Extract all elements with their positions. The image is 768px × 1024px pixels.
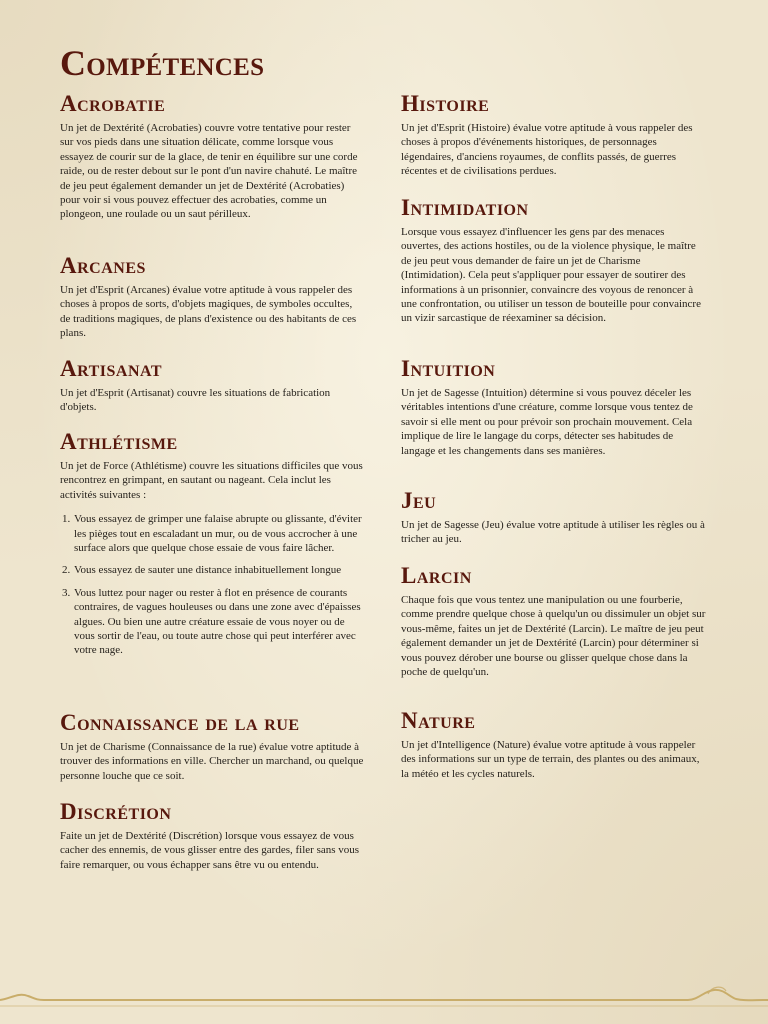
section-heading: Nature	[401, 708, 476, 733]
section-heading: Larcin	[401, 563, 472, 588]
list-item	[60, 512, 365, 555]
section-heading: Connaissance de la rue	[60, 710, 300, 735]
list-item-text: Vous essayez de grimper une falaise abrupte ou glissante, d'éviter les pièges tout en escaladant un mur, ou de vous accrocher à une surface alors que quelque chose essaie de vous faire lâcher.	[74, 513, 362, 555]
section-heading: Artisanat	[60, 356, 163, 381]
section-text: Faite un jet de Dextérité (Discrétion) lorsque vous essayez de vous cacher des ennemis, de vous glisser entre des gardes, filer sans vous faire remarquer, ou vous échapper sans être vu ou entendu.	[60, 830, 360, 871]
section-heading: Acrobatie	[60, 91, 166, 116]
list-item-number: 1.	[62, 513, 71, 526]
section-text: Chaque fois que vous tentez une manipulation ou une fourberie, comme prendre quelque chose à quelqu'un ou dissimuler un objet sur vous-même, faites un jet de Dextérité (Larcin). Le maître de jeu peut également demander un jet de Dextérité (Larcin) pour déterminer si vous pouvez dérober une bourse ou glisser quelque chose dans la poche de quelqu'un.	[401, 594, 706, 679]
section-larcin	[401, 564, 706, 679]
section-heading: Athlétisme	[60, 429, 178, 454]
section-heading: Intuition	[401, 356, 496, 381]
section-discretion	[60, 800, 365, 872]
section-text: Un jet de Sagesse (Jeu) évalue votre aptitude à utiliser les règles ou à tricher au jeu.	[401, 519, 705, 546]
list-item-number: 2.	[62, 564, 71, 577]
list-item-text: Vous essayez de sauter une distance inhabituellement longue	[74, 564, 342, 577]
section-text: Un jet d'Intelligence (Nature) évalue votre aptitude à vous rappeler des informations sur un type de terrain, des plantes ou des animaux, la météo et les cycles naturels.	[401, 739, 700, 780]
section-heading: Histoire	[401, 91, 490, 116]
list-item	[60, 586, 365, 658]
section-jeu	[401, 489, 706, 547]
section-heading: Arcanes	[60, 253, 146, 278]
section-artisanat	[60, 357, 365, 415]
section-heading: Intimidation	[401, 195, 529, 220]
section-text: Lorsque vous essayez d'influencer les gens par des menaces ouvertes, des actions hostiles, ou de la violence physique, le maître de jeu peut vous demander de faire un jet de Charisme (Intimidation). Cela peut s'appliquer pour essayer de soutirer des informations à un prisonnier, convaincre des voyous de renoncer à une confrontation, ou utiliser un tesson de bouteille pour convaincre un vizir sarcastique de réexaminer sa décision.	[401, 226, 701, 325]
section-text: Un jet d'Esprit (Histoire) évalue votre aptitude à vous rappeler des choses à propos d'événements historiques, de personnages légendaires, d'anciens royaumes, de conflits passés, de guerres récentes et de civilisations perdues.	[401, 122, 693, 178]
section-text: Un jet d'Esprit (Artisanat) couvre les situations de fabrication d'objets.	[60, 387, 331, 414]
section-text: Un jet de Charisme (Connaissance de la rue) évalue votre aptitude à trouver des informations en ville. Chercher un marchand, ou quelque personne louche que ce soit.	[60, 741, 364, 782]
section-text: Un jet de Force (Athlétisme) couvre les situations difficiles que vous rencontrez en grimpant, en sautant ou nageant. Cela inclut les activités suivantes :	[60, 460, 363, 501]
section-text: Un jet de Sagesse (Intuition) détermine si vous pouvez déceler les véritables intentions d'une créature, comme lorsque vous tentez de savoir si elle ment ou pour prévoir son prochain mouvement. Cela implique de lire le langage du corps, détecter ses habitudes de langage et les changements dans ses manières.	[401, 387, 693, 457]
section-histoire	[401, 92, 706, 179]
section-intuition	[401, 357, 706, 458]
list-item-text: Vous luttez pour nager ou rester à flot en présence de courants contraires, de vagues houleuses ou dans une zone avec d'épaisses algues. Ou bien une autre créature essaie de vous noyer ou de vous sortir de l'eau, ou toute autre chose qui peut interférer avec votre nage.	[74, 586, 361, 657]
list-item	[60, 563, 365, 577]
section-athletisme	[60, 430, 365, 658]
footer-ornament	[0, 984, 768, 1024]
section-acrobatie	[60, 92, 365, 222]
section-heading: Discrétion	[60, 799, 172, 824]
section-arcanes	[60, 254, 365, 341]
section-heading: Jeu	[401, 488, 437, 513]
section-intimidation	[401, 196, 706, 326]
footer-ornament-line	[0, 990, 768, 1000]
section-text: Un jet de Dextérité (Acrobaties) couvre votre tentative pour rester sur vos pieds dans une situation délicate, comme lorsque vous essayez de courir sur de la glace, de tenir en équilibre sur une corde raide, ou de rester debout sur le pont d'un navire chahuté. Le maître de jeu peut également demander un jet de Dextérité (Acrobaties) pour voir si vous pouvez effectuer des acrobaties, comme un plongeon, une roulade ou un saut périlleux.	[60, 122, 358, 221]
numbered-list	[60, 512, 365, 658]
section-text: Un jet d'Esprit (Arcanes) évalue votre aptitude à vous rappeler des choses à propos de sorts, d'objets magiques, de symboles occultes, de traditions magiques, de plans d'existence ou des habitants de ces plans.	[60, 284, 357, 340]
list-item-number: 3.	[62, 586, 71, 599]
section-connaissance-de-la-rue	[60, 711, 365, 783]
section-nature	[401, 709, 706, 781]
page-title: Compétences	[60, 43, 265, 83]
